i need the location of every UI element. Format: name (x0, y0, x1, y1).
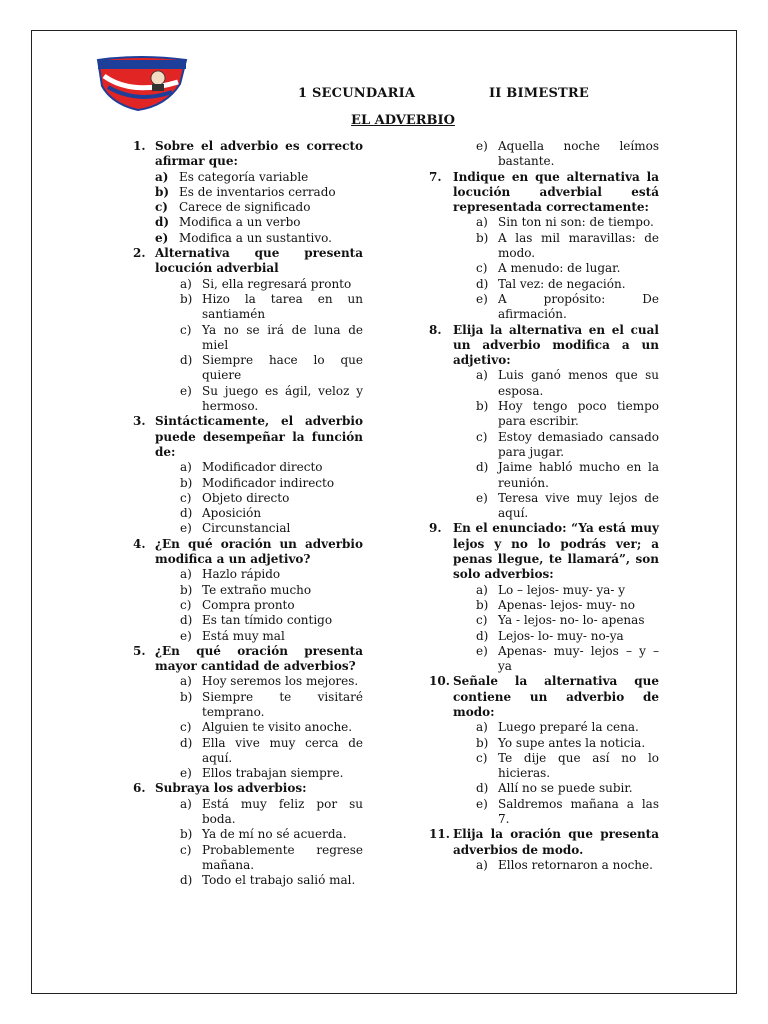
grade-label: 1 SECUNDARIA (298, 86, 416, 101)
option-text: Compra pronto (202, 597, 295, 612)
option (133, 766, 363, 781)
option-text: Aquella noche leímos bastante. (498, 139, 659, 169)
option-text: Modificador indirecto (202, 475, 335, 490)
option (133, 215, 363, 230)
question-8 (429, 323, 659, 522)
option-text: Hizo la tarea en un santiamén (202, 291, 363, 322)
option (133, 843, 363, 874)
option (133, 506, 363, 521)
option-letter: b) (476, 735, 489, 750)
option-letter: d) (476, 276, 489, 291)
option (133, 323, 363, 354)
question-9 (429, 521, 659, 674)
option-letter: a) (476, 215, 488, 230)
question-text: ¿En qué oración presenta mayor cantidad de adverbios? (155, 643, 363, 674)
option (133, 567, 363, 582)
question-5 (133, 644, 363, 782)
left-column (133, 139, 363, 889)
option-text: Modifica a un verbo (179, 215, 301, 230)
option-letter: d) (180, 506, 193, 521)
question-6-continued (429, 139, 659, 170)
option-letter: e) (155, 230, 169, 245)
option-text: Ella vive muy cerca de aquí. (202, 735, 363, 765)
option (429, 139, 659, 170)
option (429, 751, 659, 782)
option (429, 644, 659, 675)
option (429, 460, 659, 491)
option-letter: c) (180, 842, 192, 857)
option-letter: a) (180, 460, 192, 475)
option-text: Modificador directo (202, 460, 323, 475)
option-letter: b) (180, 582, 193, 597)
option-text: Hoy tengo poco tiempo para escribir. (498, 399, 659, 429)
option-letter: a) (180, 276, 192, 291)
option-letter: c) (180, 322, 192, 337)
option (133, 827, 363, 842)
option-letter: a) (476, 857, 488, 872)
option-letter: d) (476, 781, 489, 796)
question-4 (133, 537, 363, 644)
question-text: En el enunciado: “Ya está muy lejos y no lo podrás ver; a penas llegue, te llamará”, son solo adverbios: (453, 521, 659, 582)
option-letter: b) (155, 184, 170, 199)
question-number: 5. (133, 643, 146, 658)
option (133, 384, 363, 415)
option-letter: a) (180, 674, 192, 689)
question-number: 11. (429, 827, 450, 842)
option-text: Lo – lejos- muy- ya- y (498, 582, 626, 597)
question-1 (133, 139, 363, 246)
option-text: Si, ella regresará pronto (202, 276, 352, 291)
option (133, 629, 363, 644)
option-text: Ya no se irá de luna de miel (202, 322, 363, 352)
option-letter: b) (180, 291, 193, 306)
option (429, 613, 659, 628)
option-letter: e) (476, 796, 488, 811)
option-letter: c) (476, 750, 488, 765)
option (429, 858, 659, 873)
option (429, 215, 659, 230)
option-letter: d) (180, 735, 193, 750)
question-number: 7. (429, 169, 442, 184)
option (133, 690, 363, 721)
question-text: Sobre el adverbio es correcto afirmar que: (155, 139, 363, 169)
question-text: Indique en que alternativa la locución adverbial está representada correctamente: (453, 169, 659, 215)
option-letter: e) (476, 291, 488, 306)
option-text: Es categoría variable (179, 169, 309, 184)
option (429, 583, 659, 598)
question-number: 10. (429, 674, 450, 689)
option-text: A las mil maravillas: de modo. (498, 230, 659, 261)
option-text: Te extraño mucho (202, 582, 312, 597)
option-letter: d) (155, 215, 170, 230)
option-letter: c) (180, 597, 192, 612)
question-text: ¿En qué oración un adverbio modifica a un adjetivo? (155, 536, 363, 567)
option-text: Aposición (202, 506, 262, 521)
option (133, 797, 363, 828)
option-text: Modifica a un sustantivo. (179, 230, 332, 245)
question-7 (429, 170, 659, 323)
option (133, 674, 363, 689)
option-text: Saldremos mañana a las 7. (498, 796, 659, 827)
option-letter: d) (180, 353, 193, 368)
option (133, 736, 363, 767)
option (429, 598, 659, 613)
option (133, 185, 363, 200)
question-text: Alternativa que presenta locución adverbial (155, 246, 363, 276)
option-text: Hoy seremos los mejores. (202, 674, 359, 689)
option-text: Está muy feliz por su boda. (202, 796, 363, 827)
option (133, 292, 363, 323)
option-letter: a) (476, 720, 488, 735)
question-6 (133, 781, 363, 888)
option (429, 491, 659, 522)
option (429, 231, 659, 262)
option (429, 781, 659, 796)
option-letter: b) (476, 230, 489, 245)
option (133, 353, 363, 384)
option-text: Ellos trabajan siempre. (202, 766, 344, 781)
option (133, 598, 363, 613)
question-10 (429, 674, 659, 827)
question-number: 6. (133, 781, 146, 796)
option (429, 292, 659, 323)
option-letter: d) (180, 873, 193, 888)
school-logo (92, 54, 192, 112)
option (133, 170, 363, 185)
question-number: 1. (133, 139, 146, 153)
option (429, 720, 659, 735)
question-text: Subraya los adverbios: (155, 781, 307, 796)
option (133, 460, 363, 475)
option-letter: b) (476, 399, 489, 414)
question-text: Señale la alternativa que contiene un adverbio de modo: (453, 674, 659, 719)
option-letter: a) (180, 567, 192, 582)
question-number: 3. (133, 414, 146, 429)
option-text: Ellos retornaron a noche. (498, 857, 653, 872)
option-letter: c) (476, 261, 488, 276)
option (133, 231, 363, 246)
option-text: Te dije que así no lo hicieras. (498, 750, 659, 781)
option-text: Siempre te visitaré temprano. (202, 689, 363, 719)
option-text: Ya de mí no sé acuerda. (202, 827, 347, 842)
option (429, 368, 659, 399)
option-text: Allí no se puede subir. (498, 781, 633, 796)
option-letter: e) (180, 521, 192, 536)
option-letter: d) (476, 460, 489, 475)
option-letter: a) (476, 368, 488, 383)
option (133, 491, 363, 506)
option-letter: c) (476, 429, 488, 444)
question-3 (133, 414, 363, 536)
option (133, 521, 363, 536)
question-11 (429, 827, 659, 873)
option-text: Apenas- muy- lejos – y – ya (498, 643, 659, 674)
question-text: Elija la oración que presenta adverbios de modo. (453, 827, 659, 857)
option-letter: b) (180, 827, 193, 842)
option-text: Tal vez: de negación. (498, 276, 626, 291)
option (133, 613, 363, 628)
option-text: Alguien te visito anoche. (202, 720, 353, 735)
option (133, 277, 363, 292)
option-letter: c) (180, 490, 192, 505)
option-letter: e) (180, 383, 192, 398)
option (429, 277, 659, 292)
option-text: Es tan tímido contigo (202, 613, 333, 628)
option (133, 200, 363, 215)
option-text: A propósito: De afirmación. (498, 291, 659, 322)
option-letter: c) (476, 613, 488, 628)
option (429, 797, 659, 828)
option-letter: e) (180, 628, 192, 643)
question-number: 4. (133, 536, 146, 551)
option-letter: d) (180, 613, 193, 628)
question-number: 9. (429, 521, 442, 536)
question-text: Elija la alternativa en el cual un adverbio modifica a un adjetivo: (453, 322, 659, 368)
option-text: Yo supe antes la noticia. (498, 735, 646, 750)
option-text: Carece de significado (179, 200, 311, 215)
question-text: Sintácticamente, el adverbio puede desempeñar la función de: (155, 414, 363, 459)
option-letter: c) (155, 200, 168, 215)
option-text: A menudo: de lugar. (498, 261, 621, 276)
option-text: Estoy demasiado cansado para jugar. (498, 429, 659, 459)
option-letter: e) (476, 490, 488, 505)
option (429, 399, 659, 430)
option-text: Teresa vive muy lejos de aquí. (498, 490, 659, 521)
option-letter: d) (476, 628, 489, 643)
option (429, 261, 659, 276)
option-letter: e) (180, 766, 192, 781)
option (133, 476, 363, 491)
right-column (429, 139, 659, 873)
option-letter: e) (476, 139, 488, 153)
page-title: EL ADVERBIO (351, 113, 455, 128)
option-text: Es de inventarios cerrado (179, 184, 336, 199)
option-text: Lejos- lo- muy- no-ya (498, 628, 624, 643)
option-text: Luego preparé la cena. (498, 720, 639, 735)
option-letter: e) (476, 643, 488, 658)
option-text: Sin ton ni son: de tiempo. (498, 215, 654, 230)
option-letter: b) (180, 689, 193, 704)
option-letter: b) (476, 597, 489, 612)
option-text: Ya - lejos- no- lo- apenas (498, 613, 645, 628)
option-text: Su juego es ágil, veloz y hermoso. (202, 383, 363, 414)
option-letter: a) (180, 796, 192, 811)
option-letter: a) (476, 582, 488, 597)
question-number: 2. (133, 246, 146, 261)
question-2 (133, 246, 363, 414)
option-text: Luis ganó menos que su esposa. (498, 368, 659, 398)
option-letter: b) (180, 475, 193, 490)
option-text: Circunstancial (202, 521, 291, 536)
option (429, 629, 659, 644)
option-text: Objeto directo (202, 490, 290, 505)
option (133, 720, 363, 735)
option-letter: a) (155, 169, 169, 184)
option-letter: c) (180, 720, 192, 735)
option-text: Probablemente regrese mañana. (202, 842, 363, 872)
option (133, 873, 363, 888)
option-text: Siempre hace lo que quiere (202, 353, 363, 383)
term-label: II BIMESTRE (489, 86, 590, 101)
option-text: Apenas- lejos- muy- no (498, 597, 635, 612)
option-text: Jaime habló mucho en la reunión. (498, 460, 659, 490)
option-text: Todo el trabajo salió mal. (202, 873, 356, 888)
option-text: Hazlo rápido (202, 567, 281, 582)
option (133, 583, 363, 598)
option (429, 736, 659, 751)
question-number: 8. (429, 322, 442, 337)
option (429, 430, 659, 461)
option-text: Está muy mal (202, 628, 285, 643)
